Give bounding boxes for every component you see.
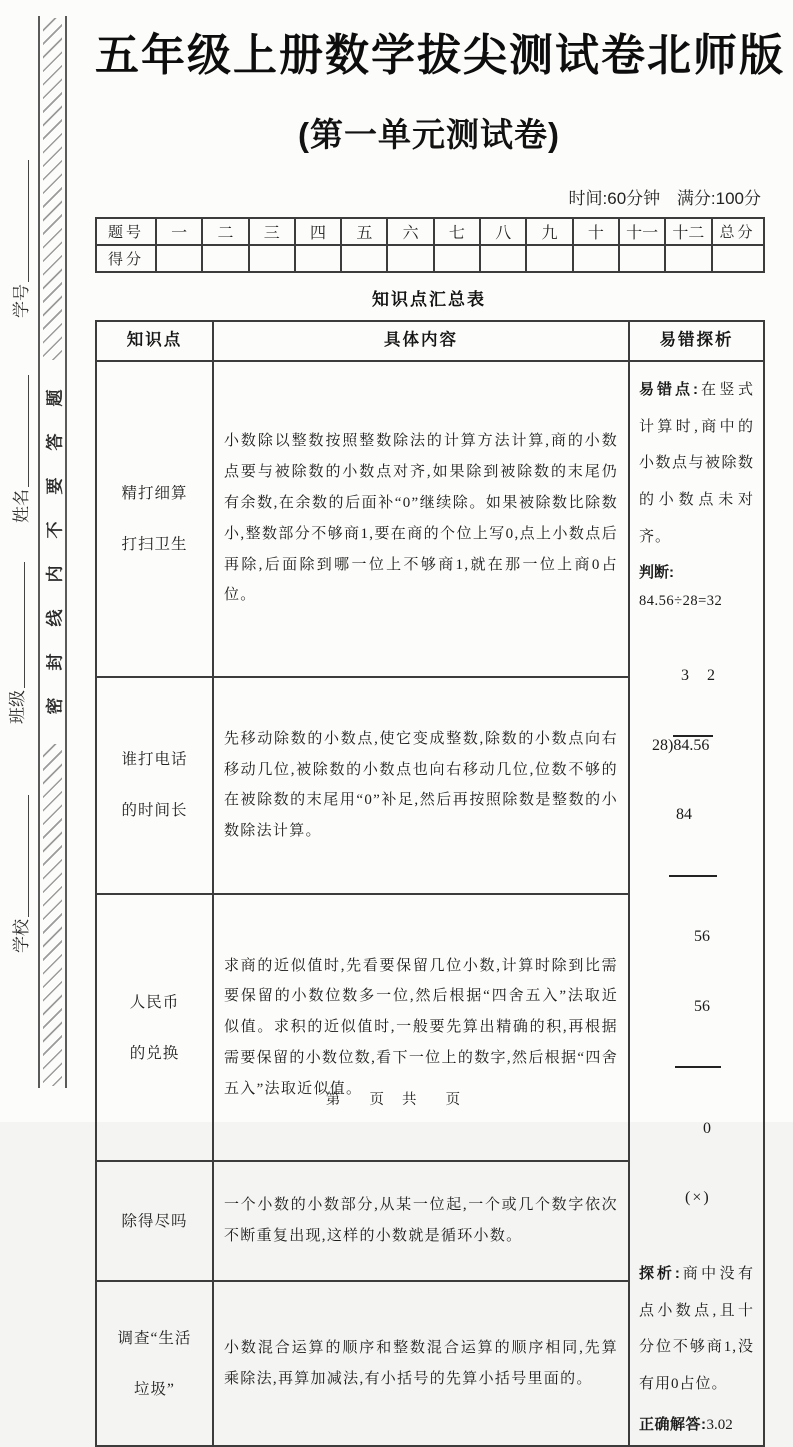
question-col-4: 四 bbox=[295, 218, 341, 245]
class-blank-line[interactable] bbox=[11, 562, 25, 688]
score-cell[interactable] bbox=[249, 245, 295, 272]
class-field bbox=[3, 562, 28, 724]
content-5: 小数混合运算的顺序和整数混合运算的顺序相同,先算乘除法,再算加减法,有小括号的先算小括号里面的。 bbox=[213, 1281, 629, 1446]
header-specific-content: 具体内容 bbox=[213, 321, 629, 361]
score-cell[interactable] bbox=[295, 245, 341, 272]
correct-answer-label: 正确解答: bbox=[639, 1415, 707, 1433]
score-cell[interactable] bbox=[526, 245, 572, 272]
division-step-1: 84 bbox=[676, 806, 692, 824]
division-rule-2 bbox=[675, 1066, 721, 1068]
content-2: 先移动除数的小数点,使它变成整数,除数的小数点向右移动几位,被除数的小数点也向右移动几位,位数不够的在被除数的末尾用“0”补足,然后再按照除数是整数的小数除法计算。 bbox=[213, 677, 629, 895]
question-col-8: 八 bbox=[480, 218, 526, 245]
division-divisor: 28 bbox=[652, 736, 668, 754]
score-row-label: 得分 bbox=[96, 245, 156, 272]
name-label: 姓名 bbox=[12, 489, 31, 523]
total-score-cell[interactable] bbox=[712, 245, 764, 272]
school-blank-line[interactable] bbox=[15, 795, 29, 917]
total-score-label: 总分 bbox=[712, 218, 764, 245]
correct-answer-line bbox=[639, 1411, 754, 1440]
content-3: 求商的近似值时,先看要保留几位小数,计算时除到比需要保留的小数位数多一位,然后根据“四舍五入”法取近似值。求积的近似值时,一般要先算出精确的积,再根据需要保留的小数位数,看下一位上的数字,然后根据“四舍五入”法取近似值。 bbox=[213, 894, 629, 1161]
error-analysis-cell bbox=[629, 361, 764, 1446]
score-table-header-row bbox=[96, 218, 764, 245]
division-dividend: 84.56 bbox=[673, 735, 713, 754]
seal-hatch-bottom bbox=[43, 744, 62, 1086]
full-score-info: 满分:100分 bbox=[676, 189, 761, 209]
mistake-paragraph bbox=[639, 372, 754, 556]
score-cell[interactable] bbox=[387, 245, 433, 272]
school-field bbox=[7, 795, 32, 953]
page-footer: 第 页 共 页 bbox=[325, 1091, 468, 1108]
content-1: 小数除以整数按照整数除法的计算方法计算,商的小数点要与被除数的小数点对齐,如果除到被除数的末尾仍有余数,在余数的后面补“0”继续除。如果被除数比除数小,整数部分不够商1,要在商的个位上写0,点上小数点后再除,后面除到哪一位上不够商1,就在那一位上商0占位。 bbox=[213, 361, 629, 677]
judge-label: 判断: bbox=[639, 563, 674, 581]
analysis-label: 探析: bbox=[639, 1264, 681, 1282]
page-title: 五年级上册数学拔尖测试卷北师版 bbox=[95, 31, 785, 80]
division-bracket: ) bbox=[668, 736, 674, 754]
header-knowledge-point: 知识点 bbox=[96, 321, 213, 361]
question-col-5: 五 bbox=[341, 218, 387, 245]
page-subtitle: (第一单元测试卷) bbox=[298, 115, 560, 153]
score-cell[interactable] bbox=[619, 245, 665, 272]
judge-expression: 84.56÷28=32 bbox=[639, 592, 723, 609]
summary-header-row bbox=[96, 321, 764, 361]
header-error-analysis: 易错探析 bbox=[629, 321, 764, 361]
mistake-label: 易错点: bbox=[639, 380, 699, 398]
score-cell[interactable] bbox=[341, 245, 387, 272]
division-quotient: 3 2 bbox=[681, 667, 715, 685]
score-table-score-row bbox=[96, 245, 764, 272]
question-col-12: 十二 bbox=[665, 218, 711, 245]
division-remainder: 0 bbox=[703, 1119, 711, 1137]
score-cell[interactable] bbox=[434, 245, 480, 272]
summary-table-title: 知识点汇总表 bbox=[372, 290, 486, 310]
question-col-9: 九 bbox=[526, 218, 572, 245]
seal-band bbox=[38, 16, 67, 1088]
seal-text-wrap bbox=[40, 362, 65, 742]
seal-warning-text: 密封线内不要答题 bbox=[45, 362, 64, 715]
analysis-text: 商中没有点小数点,且十分位不够商1,没有用0占位。 bbox=[639, 1265, 754, 1393]
knowledge-point-4: 除得尽吗 bbox=[96, 1161, 213, 1281]
knowledge-point-3: 人民币 的兑换 bbox=[96, 894, 213, 1161]
exam-info-line bbox=[95, 188, 763, 210]
name-blank-line[interactable] bbox=[15, 375, 29, 487]
school-label: 学校 bbox=[12, 919, 31, 953]
knowledge-point-1: 精打细算 打扫卫生 bbox=[96, 361, 213, 677]
correct-answer-value: 3.02 bbox=[706, 1416, 733, 1433]
division-rule-1 bbox=[669, 875, 717, 877]
knowledge-summary-table bbox=[95, 320, 765, 1447]
question-number-label: 题号 bbox=[96, 218, 156, 245]
score-cell[interactable] bbox=[480, 245, 526, 272]
seal-hatch-top bbox=[43, 18, 62, 360]
class-label: 班级 bbox=[8, 690, 27, 724]
mistake-text: 在竖式计算时,商中的小数点与被除数的小数点未对齐。 bbox=[639, 381, 754, 545]
analysis-paragraph bbox=[639, 1256, 754, 1403]
wrong-mark: (×) bbox=[685, 1189, 711, 1207]
summary-row-1 bbox=[96, 361, 764, 677]
student-number-blank-line[interactable] bbox=[15, 160, 29, 282]
long-division-work bbox=[639, 618, 754, 1256]
division-step-3: 56 bbox=[694, 997, 710, 1015]
score-cell[interactable] bbox=[202, 245, 248, 272]
student-number-label: 学号 bbox=[12, 284, 31, 318]
score-table bbox=[95, 217, 765, 273]
question-col-2: 二 bbox=[202, 218, 248, 245]
question-col-3: 三 bbox=[249, 218, 295, 245]
division-step-2: 56 bbox=[694, 928, 710, 946]
score-cell[interactable] bbox=[665, 245, 711, 272]
content-4: 一个小数的小数部分,从某一位起,一个或几个数字依次不断重复出现,这样的小数就是循环小数。 bbox=[213, 1161, 629, 1281]
division-problem bbox=[639, 734, 754, 757]
knowledge-point-5: 调查“生活 垃圾” bbox=[96, 1281, 213, 1446]
knowledge-point-2: 谁打电话 的时间长 bbox=[96, 677, 213, 895]
time-info: 时间:60分钟 bbox=[568, 189, 661, 209]
score-cell[interactable] bbox=[573, 245, 619, 272]
question-col-11: 十一 bbox=[619, 218, 665, 245]
question-col-7: 七 bbox=[434, 218, 480, 245]
score-cell[interactable] bbox=[156, 245, 202, 272]
student-number-field bbox=[7, 160, 32, 318]
question-col-6: 六 bbox=[387, 218, 433, 245]
name-field bbox=[7, 375, 32, 523]
main-content bbox=[95, 0, 785, 1447]
question-col-1: 一 bbox=[156, 218, 202, 245]
question-col-10: 十 bbox=[573, 218, 619, 245]
